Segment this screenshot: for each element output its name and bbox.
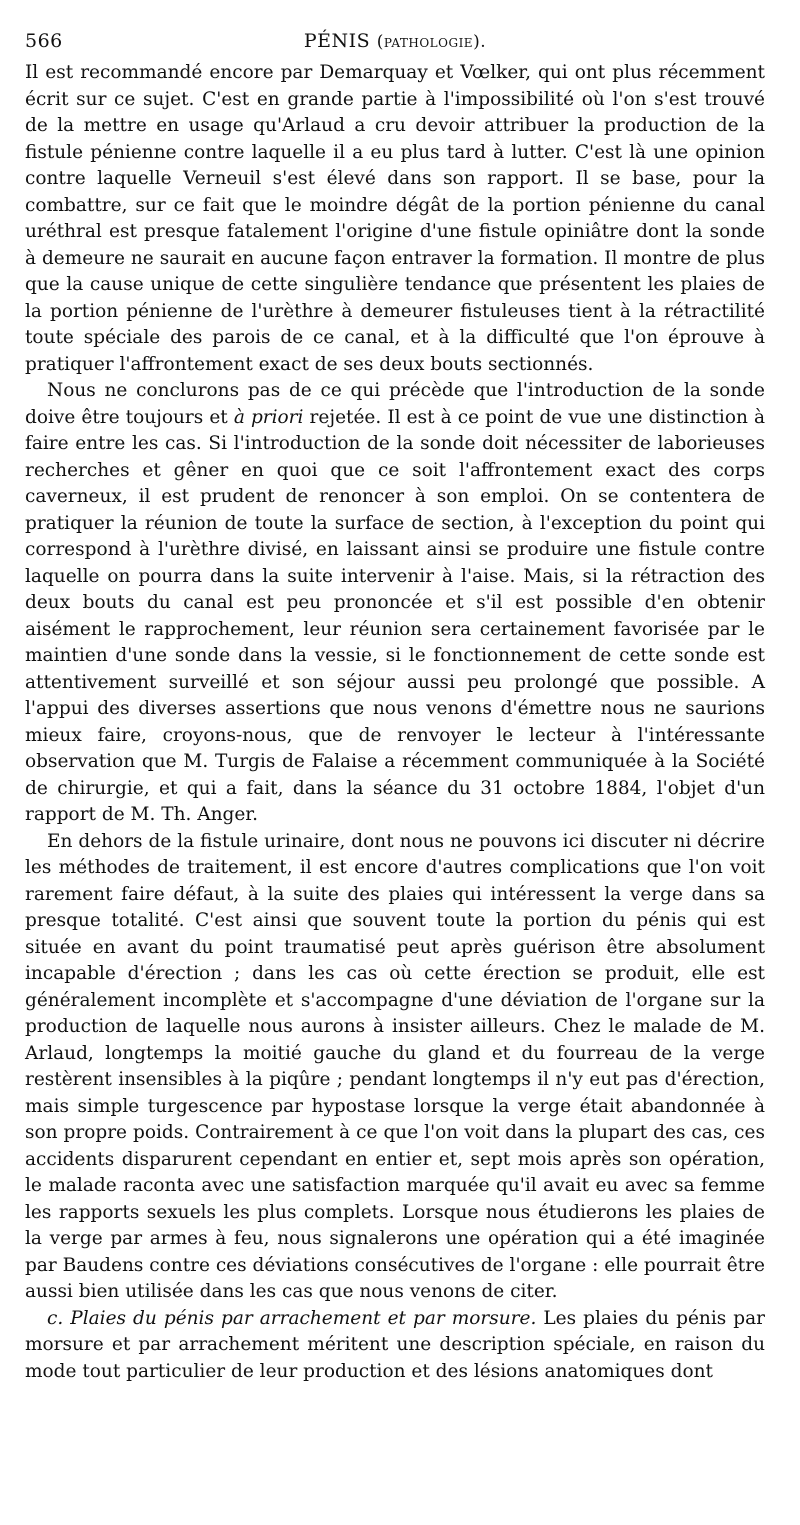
running-title [25,30,765,52]
paragraph-continuation: Il est recommandé encore par Demarquay et Vœlker, qui ont plus récemment écrit sur ce sujet. C'est en grande partie à l'impossibilité où l'on s'est trouvé de la mettre en usage qu'Arlaud a cru devoir attribuer la production de la fistule pénienne contre laquelle il a eu plus tard à lutter. C'est là une opinion contre laquelle Verneuil s'est élevé dans son rapport. Il se base, pour la combattre, sur ce fait que le moindre dégât de la portion pénienne du canal uréthral est presque fatalement l'origine d'une fistule opiniâtre dont la sonde à demeure ne saurait en aucune façon entraver la formation. Il montre de plus que la cause unique de cette singulière tendance que présentent les plaies de la portion pénienne de l'urèthre à demeurer fistuleuses tient à la rétractilité toute spéciale des parois de ce canal, et à la difficulté que l'on éprouve à pratiquer l'affrontement exact de ses deux bouts sectionnés. [25,62,765,375]
paragraph-sonde-emphasis: à priori [233,406,304,428]
body-text [25,60,765,1385]
paragraph-sonde [25,378,765,829]
paragraph-sonde-after: rejetée. Il est à ce point de vue une distinction à faire entre les cas. Si l'introduction de la sonde doit nécessiter de laborieuses recherches et gêner en quoi que ce soit l'affrontement exact des corps caverneux, il est prudent de renoncer à son emploi. On se contentera de pratiquer la réunion de toute la surface de section, à l'exception du point qui correspond à l'urèthre divisé, en laissant ainsi se produire une fistule contre laquelle on pourra dans la suite intervenir à l'aise. Mais, si la rétraction des deux bouts du canal est peu prononcée et s'il est possible d'en obtenir aisément le rapprochement, leur réunion sera certainement favorisée par le maintien d'une sonde dans la vessie, si le fonctionnement de cette sonde est attentivement surveillé et son séjour aussi peu prolongé que possible. A l'appui des diverses assertions que nous venons d'émettre nous ne saurions mieux faire, croyons-nous, que de renvoyer le lecteur à l'intéressante observation que M. Turgis de Falaise a récemment communiquée à la Société de chirurgie, et qui a fait, dans la séance du 31 octobre 1884, l'objet d'un rapport de M. Th. Anger. [25,406,765,825]
page-number: 566 [25,30,63,52]
paragraph-complications: En dehors de la fistule urinaire, dont nous ne pouvons ici discuter ni décrire les méthodes de traitement, il est encore d'autres complications que l'on voit rarement faire défaut, à la suite des plaies qui intéressent la verge dans sa presque totalité. C'est ainsi que souvent toute la portion du pénis qui est située en avant du point traumatisé peut après guérison être absolument incapable d'érection ; dans les cas où cette érection se produit, elle est généralement incomplète et s'accompagne d'une déviation de l'organe sur la production de laquelle nous aurons à insister ailleurs. Chez le malade de M. Arlaud, longtemps la moitié gauche du gland et du fourreau de la verge restèrent insensibles à la piqûre ; pendant longtemps il n'y eut pas d'érection, mais simple turgescence par hypostase lorsque la verge était abandonnée à son propre poids. Contrairement à ce que l'on voit dans la plupart des cas, ces accidents disparurent cependant en entier et, sept mois après son opération, le malade raconta avec une satisfaction marquée qu'il avait eu avec sa femme les rapports sexuels les plus complets. Lorsque nous étudierons les plaies de la verge par armes à feu, nous signalerons une opération qui a été imaginée par Baudens contre ces déviations consécutives de l'organe : elle pourrait être aussi bien utilisée dans les cas que nous venons de citer. [25,830,765,1302]
paragraph-section-c [25,1306,765,1386]
book-page [25,30,765,1385]
paragraph-sonde-before: Nous ne conclurons pas de ce qui précède que l'introduction de la sonde doive être toujours et [25,380,765,428]
running-title-main: PÉNIS [303,30,371,52]
running-head [25,30,765,60]
section-c-text: Les plaies du pénis par morsure et par arrachement méritent une description spéciale, en raison du mode tout particulier de leur production et des lésions anatomiques dont [25,1307,765,1382]
running-title-subtitle: (pathologie). [376,32,487,52]
section-c-heading: c. Plaies du pénis par arrachement et par morsure. [47,1307,537,1329]
